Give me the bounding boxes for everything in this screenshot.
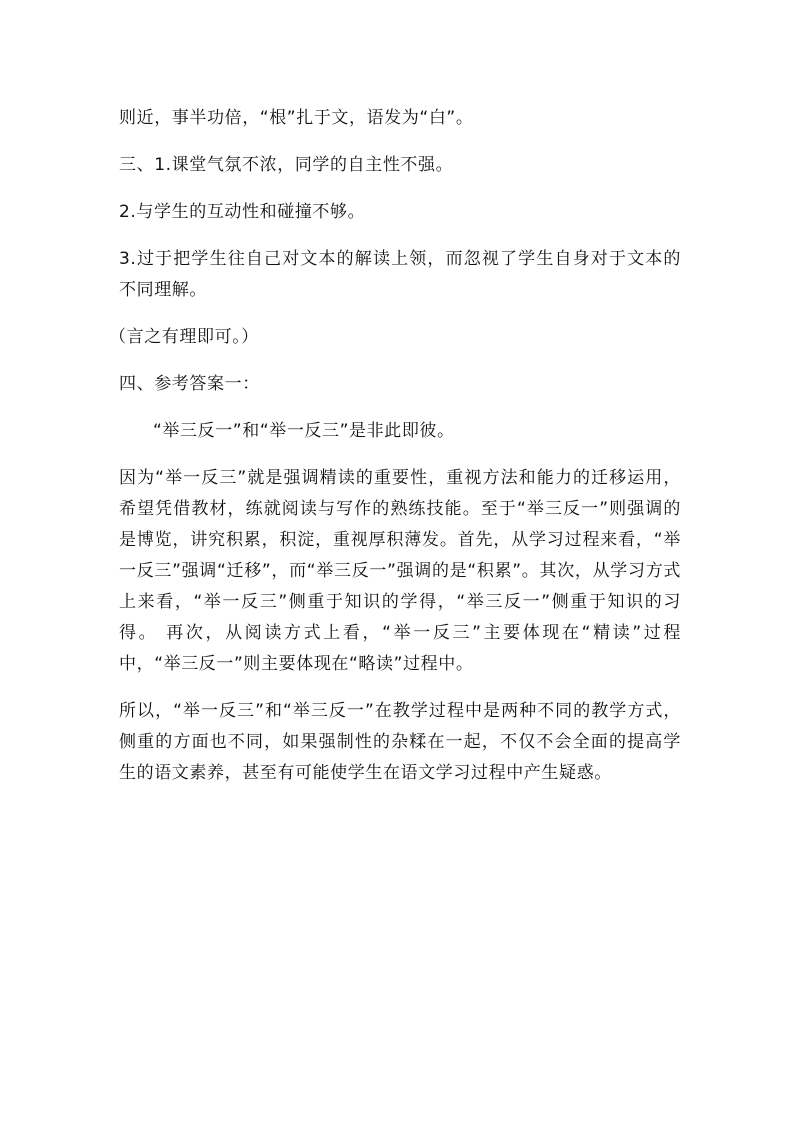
paragraph-section-four-heading: 四、参考答案一： bbox=[119, 374, 260, 394]
paragraph-argument: 因为“举一反三”就是强调精读的重要性，重视方法和能力的迁移运用，希望凭借教材，练就阅读与写作的熟练技能。至于“举三反一”则强调的是博览，讲究积累，积淀，重视厚积薄发。首先，从学习过程来看，“举一反三”强调“迁移”，而“举三反一”强调的是“积累”。其次，从学习方式上来看，“举一反三”侧重于知识的学得，“举三反一”侧重于知识的习得。 再次，从阅读方式上看，“举一反三”主要体现在“精读”过程中，“举三反一”则主要体现在“略读”过程中。 bbox=[119, 468, 681, 674]
paragraph-section-three-item-3: 3.过于把学生往自己对文本的解读上领，而忽视了学生自身对于文本的不同理解。 bbox=[119, 249, 681, 300]
paragraph-thesis: “举三反一”和“举一反三”是非此即彼。 bbox=[153, 421, 455, 441]
paragraph-section-three-item-1: 三、1.课堂气氛不浓，同学的自主性不强。 bbox=[119, 155, 454, 175]
paragraph-conclusion: 所以，“举一反三”和“举三反一”在教学过程中是两种不同的教学方式，侧重的方面也不同，如果强制性的杂糅在一起，不仅不会全面的提高学生的语文素养，甚至有可能使学生在语文学习过程中产生疑惑。 bbox=[119, 701, 681, 783]
paragraph-section-three-item-2: 2.与学生的互动性和碰撞不够。 bbox=[119, 202, 366, 222]
paragraph-note: （言之有理即可。） bbox=[109, 327, 259, 347]
paragraph-continuation: 则近，事半功倍，“根”扎于文，语发为“白”。 bbox=[119, 108, 474, 128]
document-body bbox=[109, 103, 681, 789]
